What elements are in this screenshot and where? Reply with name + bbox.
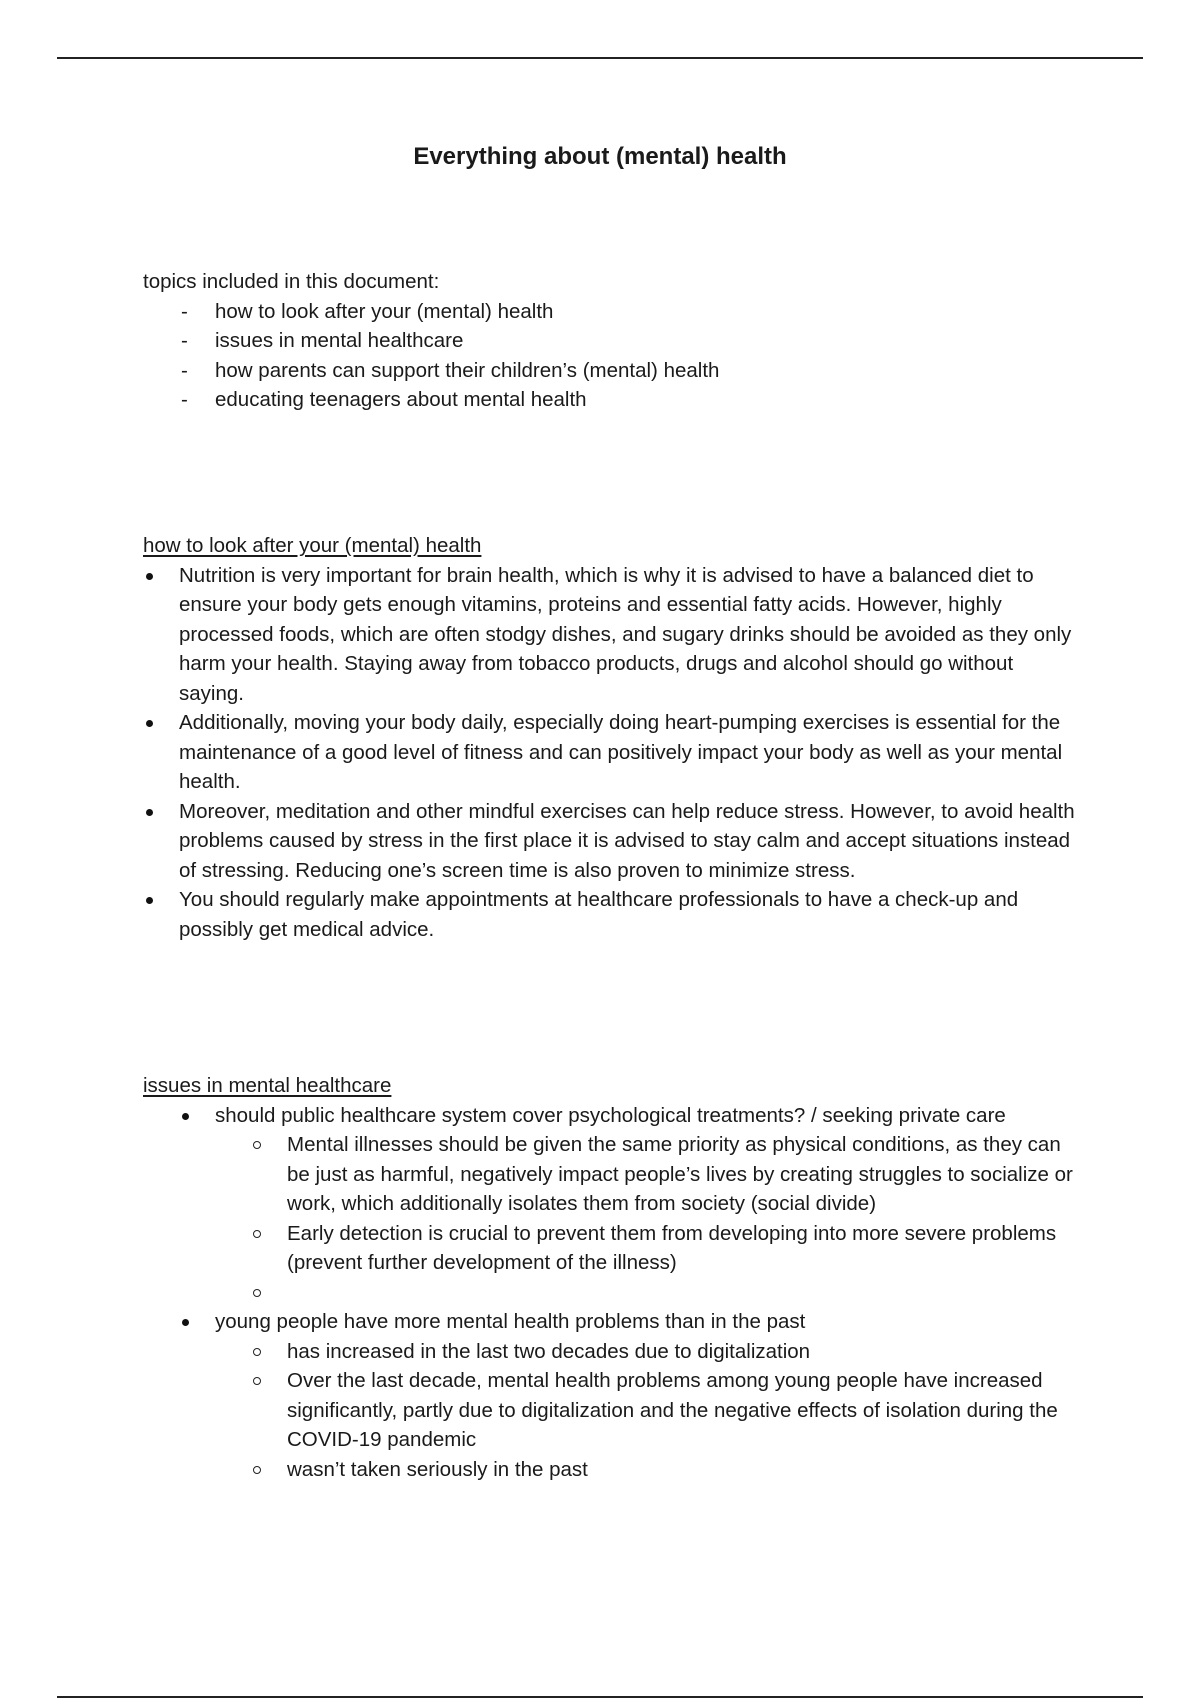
page-title: Everything about (mental) health	[413, 143, 787, 170]
list-item: has increased in the last two decades due to digitalization	[287, 1337, 1083, 1367]
section-heading: how to look after your (mental) health	[143, 534, 482, 557]
list-item: Early detection is crucial to prevent them from developing into more severe problems (prevent further development of the illness)	[287, 1219, 1083, 1278]
list-item: Nutrition is very important for brain health, which is why it is advised to have a balanced diet to ensure your body gets enough vitamins, proteins and essential fatty acids. However, highly processed foods, which are often stodgy dishes, and sugary drinks should be avoided as they only harm your health. Staying away from tobacco products, drugs and alcohol should go without saying.	[179, 561, 1083, 709]
list-item: - how to look after your (mental) health	[215, 297, 1083, 327]
list-item: - educating teenagers about mental health	[215, 385, 1083, 415]
circle-bullet-icon	[253, 1377, 261, 1385]
list-item: - issues in mental healthcare	[215, 326, 1083, 356]
section-mental-healthcare-issues	[143, 1071, 1083, 1484]
top-rule	[57, 57, 1143, 59]
dash-marker: -	[181, 388, 188, 411]
bottom-rule	[57, 1696, 1143, 1698]
bullet-icon	[146, 897, 153, 904]
bullet-icon	[146, 720, 153, 727]
list-item: Over the last decade, mental health problems among young people have increased significantly, partly due to digitalization and the negative effects of isolation during the COVID-19 pandemic	[287, 1366, 1083, 1455]
list-item: - how parents can support their children’s (mental) health	[215, 356, 1083, 386]
list-item: Additionally, moving your body daily, especially doing heart-pumping exercises is essential for the maintenance of a good level of fitness and can positively impact your body as well as your mental health.	[179, 708, 1083, 797]
sub-bullet-list	[215, 1130, 1083, 1307]
bullet-list	[143, 561, 1083, 945]
sub-bullet-list	[215, 1337, 1083, 1485]
list-item: should public healthcare system cover psychological treatments? / seeking private care Mental illnesses should be given the same priority as physical conditions, as they can be just as harmful, negatively impact people’s lives by creating struggles to socialize or work, which additionally isolates them from society (social divide) Early detection is crucial to prevent them from developing into more severe problems (prevent further development of the illness)	[215, 1101, 1083, 1308]
bullet-icon	[182, 1319, 189, 1326]
list-item: young people have more mental health problems than in the past has increased in the last two decades due to digitalization Over the last decade, mental health problems among young people have increased significantly, partly due to digitalization and the negative effects of isolation during the COVID-19 pandemic wasn’t taken seriously in the past	[215, 1307, 1083, 1484]
list-item: Mental illnesses should be given the same priority as physical conditions, as they can be just as harmful, negatively impact people’s lives by creating struggles to socialize or work, which additionally isolates them from society (social divide)	[287, 1130, 1083, 1219]
section-look-after-health	[143, 531, 1083, 944]
circle-bullet-icon	[253, 1230, 261, 1238]
bullet-list	[143, 1101, 1083, 1485]
list-item	[287, 1278, 1083, 1308]
list-item: wasn’t taken seriously in the past	[287, 1455, 1083, 1485]
topics-block	[143, 267, 1083, 415]
circle-bullet-icon	[253, 1348, 261, 1356]
list-item: Moreover, meditation and other mindful exercises can help reduce stress. However, to avoid health problems caused by stress in the first place it is advised to stay calm and accept situations instead of stressing. Reducing one’s screen time is also proven to minimize stress.	[179, 797, 1083, 886]
bullet-icon	[182, 1113, 189, 1120]
topics-list	[143, 297, 1083, 415]
circle-bullet-icon	[253, 1466, 261, 1474]
bullet-icon	[146, 809, 153, 816]
topics-intro: topics included in this document:	[143, 270, 440, 293]
list-item: You should regularly make appointments at healthcare professionals to have a check-up and possibly get medical advice.	[179, 885, 1083, 944]
dash-marker: -	[181, 299, 188, 323]
dash-marker: -	[181, 358, 188, 382]
bullet-icon	[146, 573, 153, 580]
section-heading: issues in mental healthcare	[143, 1074, 392, 1097]
circle-bullet-icon	[253, 1141, 261, 1149]
dash-marker: -	[181, 329, 188, 352]
circle-bullet-icon	[253, 1289, 261, 1297]
